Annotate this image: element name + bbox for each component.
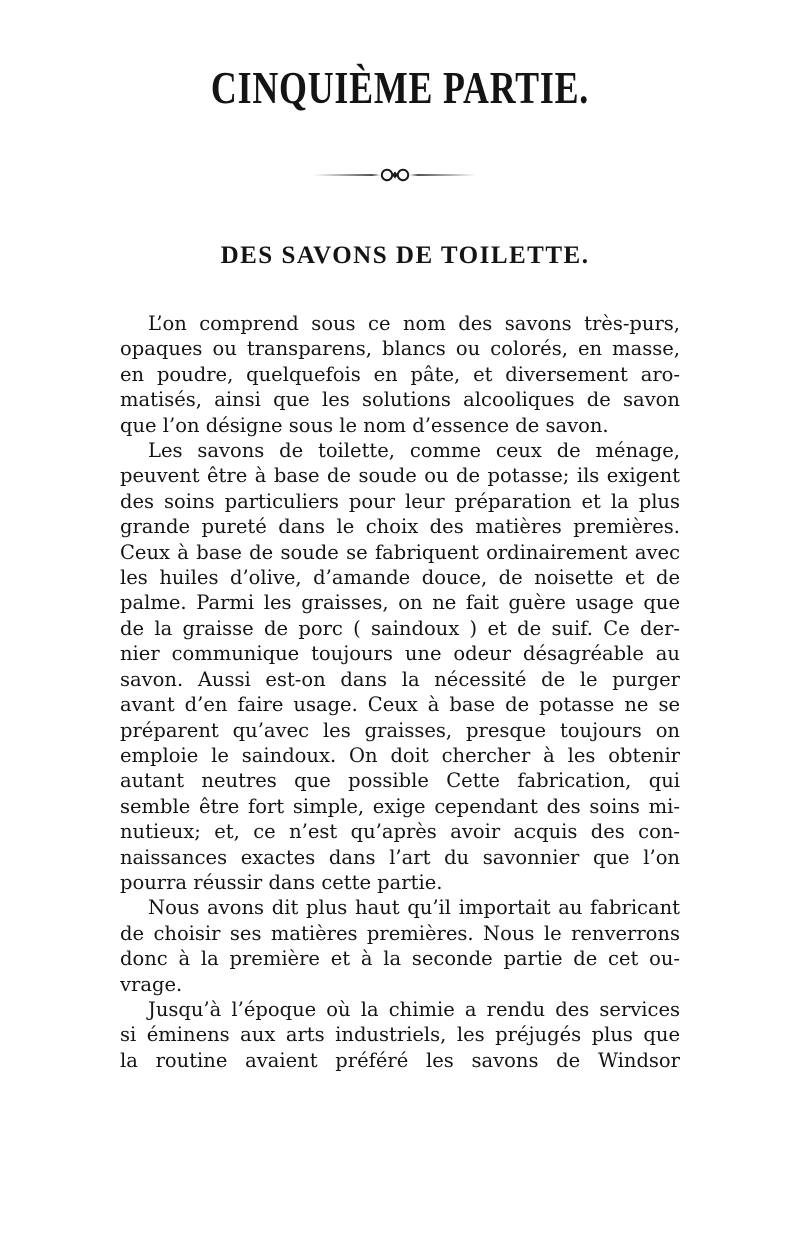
paragraph-4-line-3: la routine avaient préféré les savons de Windsor bbox=[120, 1048, 680, 1072]
paragraph-2-line-11: avant d’en faire usage. Ceux à base de potasse ne se bbox=[120, 693, 680, 717]
paragraph-2-line-18: pourra réussir dans cette partie. bbox=[120, 870, 443, 894]
paragraph-2-line-5: Ceux à base de soude se fabriquent ordinairement avec bbox=[120, 540, 680, 564]
paragraph-2-line-9: nier communique toujours une odeur désagréable au bbox=[120, 642, 680, 666]
paragraph-2-line-12: préparent qu’avec les graisses, presque toujours on bbox=[120, 718, 680, 742]
paragraph-2-line-3: des soins particuliers pour leur préparation et la plus bbox=[120, 489, 680, 513]
paragraph-3-line-1: Nous avons dit plus haut qu’il importait au fabricant bbox=[148, 896, 680, 920]
paragraph-2-line-8: de la graisse de porc ( saindoux ) et de suif. Ce der- bbox=[120, 616, 680, 640]
paragraph-3-line-3: donc à la première et à la seconde partie de cet ou- bbox=[120, 947, 680, 971]
paragraph-1-line-3: en poudre, quelquefois en pâte, et diversement aro- bbox=[120, 362, 680, 386]
paragraph-4-line-2: si éminens aux arts industriels, les préjugés plus que bbox=[120, 1023, 680, 1047]
paragraph-3-line-4: vrage. bbox=[120, 972, 183, 996]
paragraph-3-line-2: de choisir ses matières premières. Nous le renverrons bbox=[120, 921, 680, 945]
paragraph-2-line-13: emploie le saindoux. On doit chercher à les obtenir bbox=[120, 743, 680, 767]
paragraph-2-line-6: les huiles d’olive, d’amande douce, de noisette et de bbox=[120, 566, 680, 590]
paragraph-2-line-17: naissances exactes dans l’art du savonnier que l’on bbox=[120, 845, 680, 869]
paragraph-2-line-10: savon. Aussi est-on dans la nécessité de le purger bbox=[120, 667, 680, 691]
paragraph-2-line-4: grande pureté dans le choix des matières premières. bbox=[120, 515, 680, 539]
paragraph-1-line-4: matisés, ainsi que les solutions alcooliques de savon bbox=[120, 388, 680, 412]
paragraph-1-line-5: que l’on désigne sous le nom d’essence de savon. bbox=[120, 413, 609, 437]
paragraph-1-line-1: L’on comprend sous ce nom des savons très-purs, bbox=[148, 312, 680, 335]
section-title: DES SAVONS DE TOILETTE. bbox=[220, 242, 590, 269]
part-title: CINQUIÈME PARTIE. bbox=[210, 62, 590, 113]
paragraph-2-line-7: palme. Parmi les graisses, on ne fait guère usage que bbox=[120, 591, 680, 615]
paragraph-2-line-14: autant neutres que possible Cette fabrication, qui bbox=[120, 769, 680, 793]
paragraph-2-line-16: nutieux; et, ce n’est qu’après avoir acquis des con- bbox=[120, 820, 680, 844]
paragraph-2-line-15: semble être fort simple, exige cependant des soins mi- bbox=[120, 794, 680, 818]
paragraph-2-line-1: Les savons de toilette, comme ceux de ménage, bbox=[148, 439, 680, 463]
body-text bbox=[120, 311, 680, 1073]
ornamental-divider-icon bbox=[310, 166, 480, 184]
paragraph-1-line-2: opaques ou transparens, blancs ou colorés, en masse, bbox=[120, 337, 680, 361]
paragraph-4-line-1: Jusqu’à l’époque où la chimie a rendu des services bbox=[148, 997, 680, 1021]
paragraph-2-line-2: peuvent être à base de soude ou de potasse; ils exigent bbox=[120, 464, 680, 488]
